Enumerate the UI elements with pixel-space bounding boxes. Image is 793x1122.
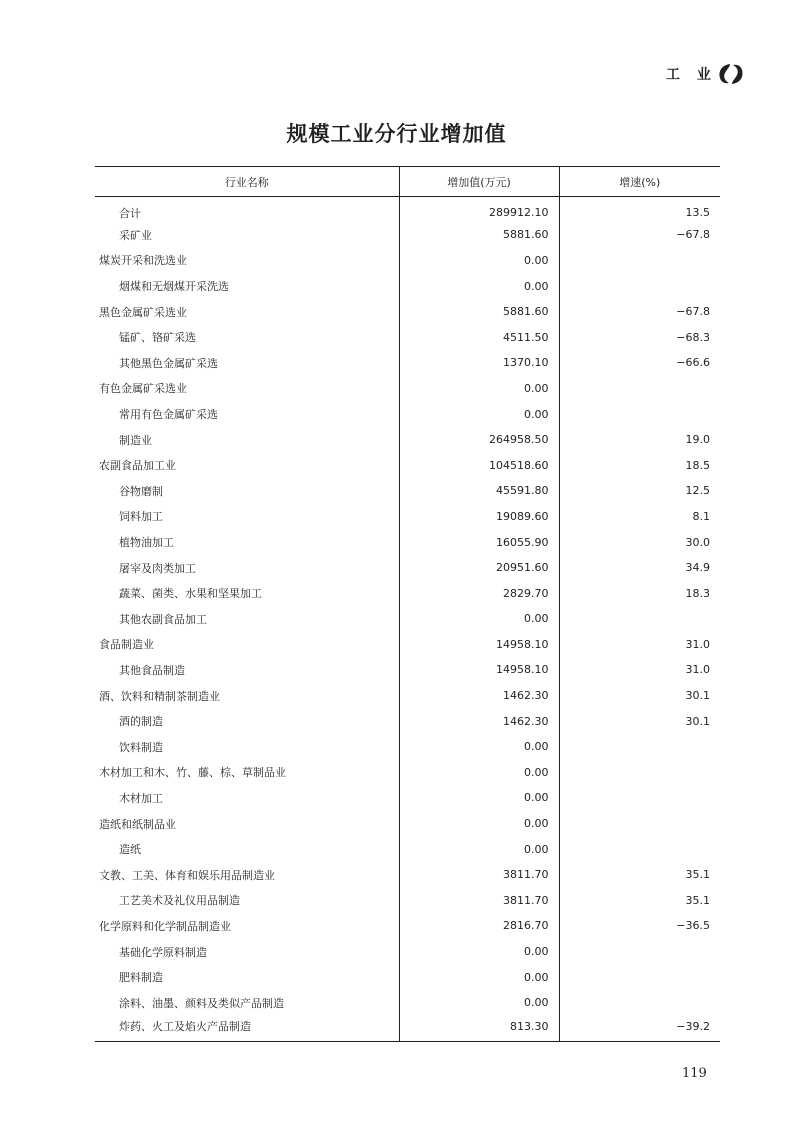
table-row: [95, 452, 720, 478]
table-row: [95, 222, 720, 248]
growth-rate-cell: −68.3: [559, 324, 720, 350]
value-added-cell: 14958.10: [399, 657, 559, 683]
growth-rate-cell: 34.9: [559, 555, 720, 581]
table-row: [95, 913, 720, 939]
growth-rate-cell: [559, 836, 720, 862]
growth-rate-cell: 30.1: [559, 683, 720, 709]
table-row: [95, 606, 720, 632]
industry-name-cell: 涂料、油墨、颜料及类似产品制造: [119, 996, 284, 1010]
growth-rate-cell: [559, 401, 720, 427]
value-added-cell: 0.00: [399, 990, 559, 1016]
value-added-cell: 813.30: [399, 1016, 559, 1042]
growth-rate-cell: [559, 785, 720, 811]
value-added-cell: 0.00: [399, 273, 559, 299]
industry-name-cell: 饲料加工: [119, 510, 163, 524]
industry-name-cell: 工艺美术及礼仪用品制造: [119, 894, 240, 908]
growth-rate-cell: [559, 939, 720, 965]
table-row: [95, 632, 720, 658]
table-row: [95, 248, 720, 274]
growth-rate-cell: 30.0: [559, 529, 720, 555]
table-row: [95, 324, 720, 350]
industry-name-cell: 采矿业: [119, 228, 152, 242]
growth-rate-cell: 35.1: [559, 888, 720, 914]
industry-name-cell: 常用有色金属矿采选: [119, 408, 218, 422]
column-header-value-added: 增加值(万元): [399, 167, 559, 197]
page-number: 119: [682, 1066, 707, 1081]
section-header-label: 工 业: [666, 67, 717, 83]
growth-rate-cell: [559, 273, 720, 299]
table-row: [95, 427, 720, 453]
value-added-cell: 2829.70: [399, 580, 559, 606]
growth-rate-cell: [559, 606, 720, 632]
table-body: [95, 197, 720, 1042]
growth-rate-cell: 30.1: [559, 708, 720, 734]
growth-rate-cell: 8.1: [559, 504, 720, 530]
growth-rate-cell: −66.6: [559, 350, 720, 376]
value-added-cell: 5881.60: [399, 299, 559, 325]
value-added-cell: 0.00: [399, 836, 559, 862]
value-added-cell: 19089.60: [399, 504, 559, 530]
table-row: [95, 836, 720, 862]
column-header-industry-name: 行业名称: [95, 167, 399, 197]
value-added-cell: 104518.60: [399, 452, 559, 478]
table-row: [95, 504, 720, 530]
industry-name-cell: 蔬菜、菌类、水果和坚果加工: [119, 587, 262, 601]
growth-rate-cell: 31.0: [559, 657, 720, 683]
industry-name-cell: 屠宰及肉类加工: [119, 561, 196, 575]
table-row: [95, 197, 720, 223]
growth-rate-cell: −36.5: [559, 913, 720, 939]
value-added-cell: 0.00: [399, 376, 559, 402]
value-added-cell: 20951.60: [399, 555, 559, 581]
table-row: [95, 785, 720, 811]
value-added-cell: 0.00: [399, 606, 559, 632]
value-added-cell: 0.00: [399, 248, 559, 274]
industry-name-cell: 文教、工美、体育和娱乐用品制造业: [99, 868, 275, 882]
industry-name-cell: 植物油加工: [119, 536, 174, 550]
industry-name-cell: 合计: [119, 206, 141, 220]
industry-value-added-table: [95, 166, 720, 1042]
value-added-cell: 0.00: [399, 785, 559, 811]
industry-name-cell: 饮料制造: [119, 740, 163, 754]
value-added-cell: 0.00: [399, 939, 559, 965]
industry-name-cell: 制造业: [119, 433, 152, 447]
table-row: [95, 580, 720, 606]
value-added-cell: 5881.60: [399, 222, 559, 248]
table-row: [95, 478, 720, 504]
value-added-cell: 4511.50: [399, 324, 559, 350]
industry-name-cell: 炸药、火工及焰火产品制造: [95, 1016, 399, 1042]
table-header-row: [95, 167, 720, 197]
table-row: [95, 529, 720, 555]
table-row: [95, 990, 720, 1016]
growth-rate-cell: [559, 734, 720, 760]
industry-name-cell: 煤炭开采和洗选业: [99, 254, 187, 268]
growth-rate-cell: −39.2: [559, 1016, 720, 1042]
industry-name-cell: 锰矿、铬矿采选: [119, 331, 196, 345]
growth-rate-cell: 18.3: [559, 580, 720, 606]
value-added-cell: 264958.50: [399, 427, 559, 453]
growth-rate-cell: [559, 376, 720, 402]
value-added-cell: 45591.80: [399, 478, 559, 504]
table-row: [95, 760, 720, 786]
table-row: [95, 734, 720, 760]
industry-name-cell: 造纸: [119, 843, 141, 857]
industry-name-cell: 食品制造业: [99, 638, 154, 652]
table-row: [95, 657, 720, 683]
industry-name-cell: 有色金属矿采选业: [99, 382, 187, 396]
industry-name-cell: 肥料制造: [119, 971, 163, 985]
value-added-cell: 1462.30: [399, 683, 559, 709]
value-added-cell: 0.00: [399, 811, 559, 837]
table-row: [95, 939, 720, 965]
value-added-cell: 16055.90: [399, 529, 559, 555]
page-title: 规模工业分行业增加值: [286, 122, 507, 146]
value-added-cell: 0.00: [399, 964, 559, 990]
value-added-cell: 0.00: [399, 760, 559, 786]
value-added-cell: 1370.10: [399, 350, 559, 376]
table-row: [95, 811, 720, 837]
table-row: [95, 1016, 720, 1042]
growth-rate-cell: [559, 811, 720, 837]
industry-name-cell: 造纸和纸制品业: [99, 817, 176, 831]
table-row: [95, 299, 720, 325]
industry-name-cell: 酒、饮料和精制茶制造业: [99, 689, 220, 703]
table-row: [95, 555, 720, 581]
table-row: [95, 376, 720, 402]
growth-rate-cell: 35.1: [559, 862, 720, 888]
table-row: [95, 401, 720, 427]
table-row: [95, 683, 720, 709]
growth-rate-cell: [559, 990, 720, 1016]
value-added-cell: 3811.70: [399, 888, 559, 914]
value-added-cell: 0.00: [399, 401, 559, 427]
industry-name-cell: 其他黑色金属矿采选: [119, 356, 218, 370]
industry-name-cell: 酒的制造: [119, 715, 163, 729]
table-row: [95, 888, 720, 914]
table-row: [95, 862, 720, 888]
industry-name-cell: 木材加工和木、竹、藤、棕、草制品业: [99, 766, 286, 780]
value-added-cell: 3811.70: [399, 862, 559, 888]
growth-rate-cell: 13.5: [559, 197, 720, 223]
industry-name-cell: 木材加工: [119, 791, 163, 805]
table-row: [95, 273, 720, 299]
industry-name-cell: 农副食品加工业: [99, 459, 176, 473]
growth-rate-cell: [559, 248, 720, 274]
growth-rate-cell: [559, 964, 720, 990]
table-row: [95, 964, 720, 990]
industry-name-cell: 其他农副食品加工: [119, 612, 207, 626]
industry-name-cell: 谷物磨制: [119, 484, 163, 498]
industry-name-cell: 烟煤和无烟煤开采洗选: [119, 280, 229, 294]
value-added-cell: 1462.30: [399, 708, 559, 734]
table-row: [95, 350, 720, 376]
industry-value-added-table-container: [95, 166, 720, 1042]
industry-name-cell: 黑色金属矿采选业: [99, 305, 187, 319]
value-added-cell: 2816.70: [399, 913, 559, 939]
growth-rate-cell: −67.8: [559, 299, 720, 325]
growth-rate-cell: −67.8: [559, 222, 720, 248]
industry-name-cell: 其他食品制造: [119, 663, 185, 677]
industry-name-cell: 化学原料和化学制品制造业: [99, 919, 231, 933]
value-added-cell: 289912.10: [399, 197, 559, 223]
growth-rate-cell: 31.0: [559, 632, 720, 658]
growth-rate-cell: 18.5: [559, 452, 720, 478]
value-added-cell: 0.00: [399, 734, 559, 760]
section-logo-icon: [716, 62, 746, 86]
table-row: [95, 708, 720, 734]
column-header-growth-rate: 增速(%): [559, 167, 720, 197]
growth-rate-cell: 12.5: [559, 478, 720, 504]
value-added-cell: 14958.10: [399, 632, 559, 658]
industry-name-cell: 基础化学原料制造: [119, 945, 207, 959]
growth-rate-cell: 19.0: [559, 427, 720, 453]
growth-rate-cell: [559, 760, 720, 786]
